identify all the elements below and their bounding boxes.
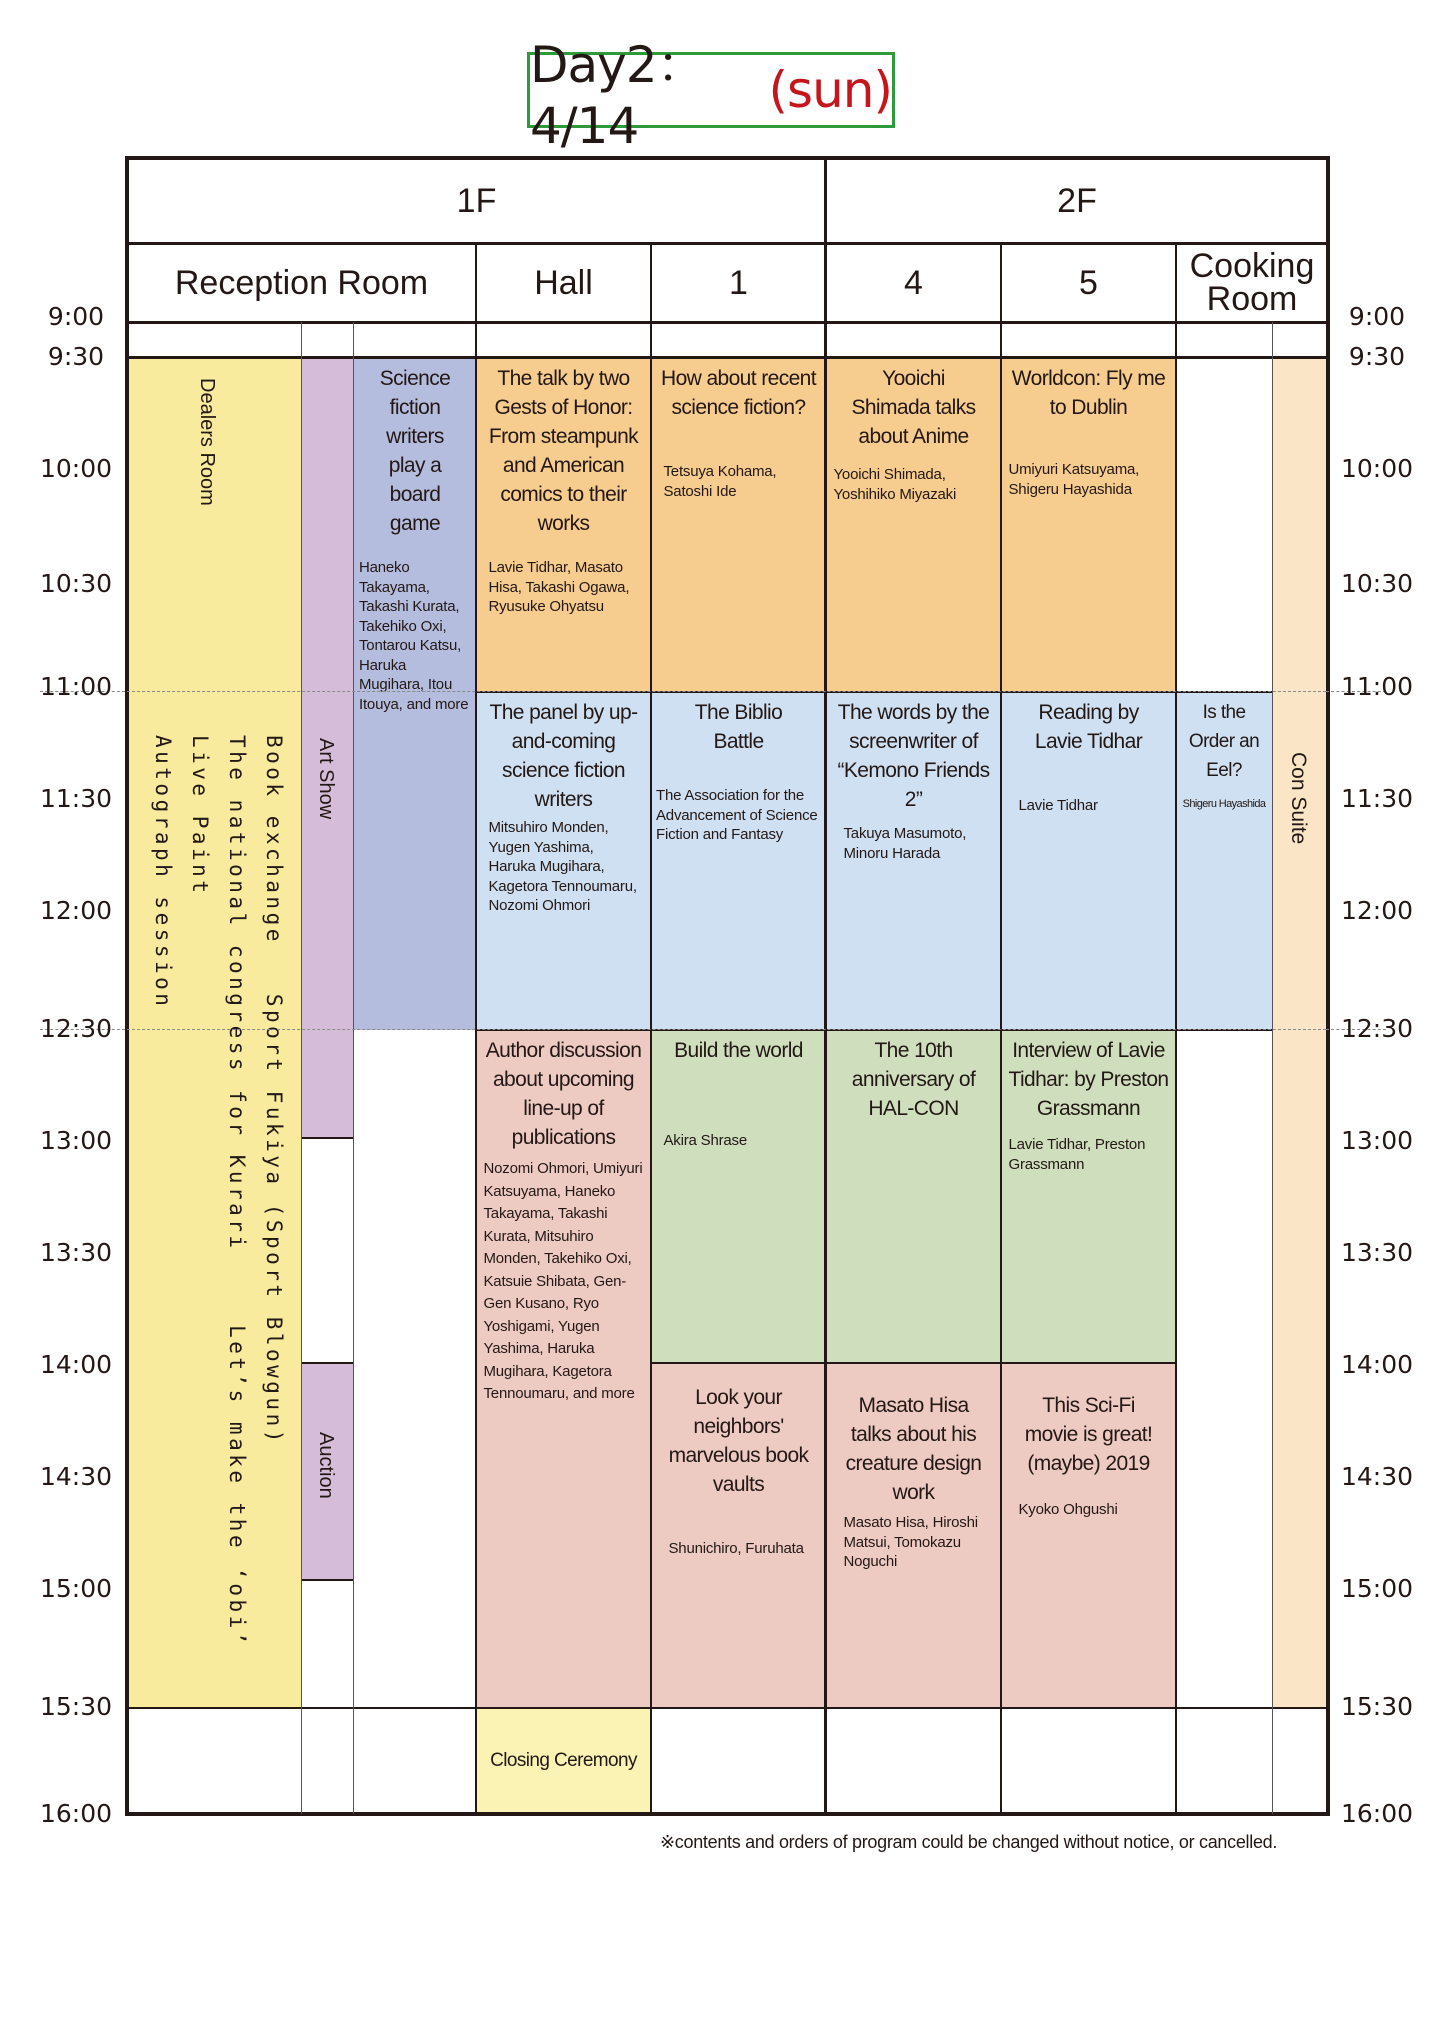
event-people: Yooichi Shimada, Yoshihiko Miyazaki — [833, 466, 957, 503]
time-label: 10:30 — [39, 569, 113, 598]
time-label: 9:30 — [1348, 342, 1406, 371]
event-hall-2 — [476, 692, 651, 1030]
event-title: Worldcon: Fly me to Dublin — [1011, 367, 1166, 419]
event-title: Look your neighbors' marvelous book vaults — [668, 1386, 809, 1496]
event-room4-2 — [826, 692, 1001, 1030]
grid-line — [301, 322, 302, 1814]
art-show-label: Art Show — [315, 738, 337, 820]
room-cooking: Cooking Room — [1189, 247, 1315, 318]
time-label: 14:30 — [39, 1462, 113, 1491]
time-label: 11:00 — [1340, 672, 1414, 701]
time-label: 11:30 — [1340, 784, 1414, 813]
event-title: Build the world — [674, 1039, 803, 1062]
grid-line — [651, 1362, 1176, 1364]
event-hall-4 — [476, 1708, 651, 1813]
grid-line — [1272, 322, 1273, 1814]
event-title: Is the Order an Eel? — [1188, 702, 1260, 781]
event-room4-1 — [826, 358, 1001, 692]
dealers-activity: Live Paint — [188, 735, 212, 897]
event-title: Science fiction writers play a board game — [379, 367, 451, 535]
event-people: Takuya Masumoto, Minoru Harada — [843, 825, 967, 862]
footnote: ※contents and orders of program could be changed without notice, or cancelled. — [660, 1832, 1278, 1852]
event-people: Umiyuri Katsuyama, Shigeru Hayashida — [1008, 461, 1140, 498]
time-label: 15:30 — [1340, 1692, 1414, 1721]
event-room5-1 — [1001, 358, 1176, 692]
event-room1-3 — [651, 1030, 826, 1363]
time-label: 16:00 — [39, 1799, 113, 1828]
event-people: Lavie Tidhar, Preston Grassmann — [1008, 1136, 1146, 1173]
time-label: 13:00 — [39, 1126, 113, 1155]
grid-line — [125, 156, 129, 1816]
title-accent: (sun) — [768, 61, 892, 119]
time-label: 12:30 — [39, 1014, 113, 1043]
title-main: Day2：4/14 — [530, 36, 706, 155]
con-suite-block — [1272, 358, 1328, 1708]
time-label: 12:00 — [39, 896, 113, 925]
event-cooking-1 — [1176, 692, 1272, 1030]
event-people: The Association for the Advancement of Science Fiction and Fantasy — [656, 787, 818, 843]
event-title: The Biblio Battle — [694, 701, 783, 753]
dealers-activity: Autograph session — [151, 735, 175, 1010]
time-label: 9:00 — [1348, 302, 1406, 331]
page-title — [527, 36, 895, 155]
dealers-activity: Book exchange Sport Fukiya (Sport Blowgun) — [262, 735, 286, 1446]
time-label: 15:00 — [39, 1574, 113, 1603]
event-hall-3 — [476, 1030, 651, 1708]
room-reception: Reception Room — [174, 263, 429, 302]
grid-line — [1326, 156, 1330, 1816]
event-people: Nozomi Ohmori, Umiyuri Katsuyama, Haneko Takayama, Takashi Kurata, Mitsuhiro Monden, Takehiko Oxi, Katsuie Shibata, Gen-Gen Kusano, Ryo Yoshigami, Yugen Yashima, Haruka Mugihara, Kagetora Tennoumaru, and more — [483, 1160, 643, 1402]
event-title: How about recent science fiction? — [661, 367, 816, 419]
event-people: Haneko Takayama, Takashi Kurata, Takehiko Oxi, Tontarou Katsu, Haruka Mugihara, Itou Itouya, and more — [359, 559, 469, 713]
grid-line — [302, 1579, 354, 1581]
event-room5-2 — [1001, 692, 1176, 1030]
grid-line — [353, 322, 354, 1814]
event-room4-4 — [826, 1363, 1001, 1708]
time-label: 12:00 — [1340, 896, 1414, 925]
event-title: Masato Hisa talks about his creature design work — [845, 1394, 982, 1504]
room-4: 4 — [904, 263, 923, 302]
auction-label: Auction — [315, 1432, 337, 1499]
time-label: 13:30 — [1340, 1238, 1414, 1267]
event-people: Akira Shrase — [663, 1132, 747, 1149]
grid-line — [125, 156, 1330, 160]
event-people: Shigeru Hayashida — [1182, 798, 1266, 810]
half-hour-dash — [127, 691, 1326, 692]
time-label: 11:00 — [39, 672, 113, 701]
event-people: Tetsuya Kohama, Satoshi Ide — [663, 463, 777, 500]
time-label: 14:30 — [1340, 1462, 1414, 1491]
floor-1f: 1F — [456, 181, 497, 220]
time-label: 15:30 — [39, 1692, 113, 1721]
grid-line — [824, 156, 827, 1816]
room-5: 5 — [1079, 263, 1098, 302]
time-label: 10:00 — [1340, 454, 1414, 483]
floor-2f: 2F — [1057, 181, 1097, 220]
grid-line — [125, 356, 1330, 359]
event-people: Lavie Tidhar, Masato Hisa, Takashi Ogawa, Ryusuke Ohyatsu — [488, 559, 630, 615]
time-label: 14:00 — [1340, 1350, 1414, 1379]
event-room5-4 — [1001, 1363, 1176, 1708]
event-title: Interview of Lavie Tidhar: by Preston Grassmann — [1008, 1039, 1169, 1120]
event-title: The panel by up-and-coming science fiction writers — [489, 701, 638, 811]
event-people: Masato Hisa, Hiroshi Matsui, Tomokazu Noguchi — [843, 1514, 978, 1570]
time-label: 13:30 — [39, 1238, 113, 1267]
con-suite-label: Con Suite — [1287, 752, 1310, 845]
time-label: 9:30 — [47, 342, 105, 371]
time-label: 14:00 — [39, 1350, 113, 1379]
event-title: The 10th anniversary of HAL-CON — [851, 1039, 976, 1120]
event-people: Mitsuhiro Monden, Yugen Yashima, Haruka Mugihara, Kagetora Tennoumaru, Nozomi Ohmori — [488, 819, 637, 914]
event-people: Shunichiro, Furuhata — [668, 1540, 804, 1557]
dealers-room-label: Dealers Room — [196, 378, 218, 506]
half-hour-dash — [127, 1029, 1326, 1030]
time-label: 9:00 — [47, 302, 105, 331]
room-hall: Hall — [534, 263, 593, 302]
room-1: 1 — [729, 263, 748, 302]
time-label: 12:30 — [1340, 1014, 1414, 1043]
event-hall-1 — [476, 358, 651, 692]
event-title: Closing Ceremony — [490, 1750, 637, 1771]
grid-line — [302, 1137, 354, 1139]
time-label: 16:00 — [1340, 1799, 1414, 1828]
time-label: 11:30 — [39, 784, 113, 813]
grid-line — [125, 321, 1330, 324]
event-room4-3 — [826, 1030, 1001, 1363]
event-room1-1 — [651, 358, 826, 692]
time-label: 13:00 — [1340, 1126, 1414, 1155]
event-title: Reading by Lavie Tidhar — [1034, 701, 1143, 753]
event-people: Lavie Tidhar — [1018, 797, 1098, 814]
event-room1-2 — [651, 692, 826, 1030]
dealers-activity: The national congress for Kurari Let’s make the ‘obi’ — [225, 735, 249, 1648]
grid-line — [125, 1812, 1330, 1816]
grid-line — [125, 1707, 1330, 1709]
event-title: This Sci-Fi movie is great! (maybe) 2019 — [1024, 1394, 1153, 1475]
time-label: 10:30 — [1340, 569, 1414, 598]
time-label: 15:00 — [1340, 1574, 1414, 1603]
event-title: The talk by two Gests of Honor: From steampunk and American comics to their works — [488, 367, 639, 535]
event-title: Yooichi Shimada talks about Anime — [851, 367, 976, 448]
event-room1-4 — [651, 1363, 826, 1708]
grid-line — [125, 242, 1330, 245]
event-room5-3 — [1001, 1030, 1176, 1363]
grid-line — [302, 1362, 354, 1364]
event-title: The words by the screenwriter of “Kemono Friends 2” — [837, 701, 990, 811]
dealers-activities — [144, 735, 292, 1648]
board-game-event — [354, 358, 476, 1030]
time-label: 10:00 — [39, 454, 113, 483]
event-people: Kyoko Ohgushi — [1018, 1501, 1118, 1518]
event-title: Author discussion about upcoming line-up of publications — [485, 1039, 642, 1149]
